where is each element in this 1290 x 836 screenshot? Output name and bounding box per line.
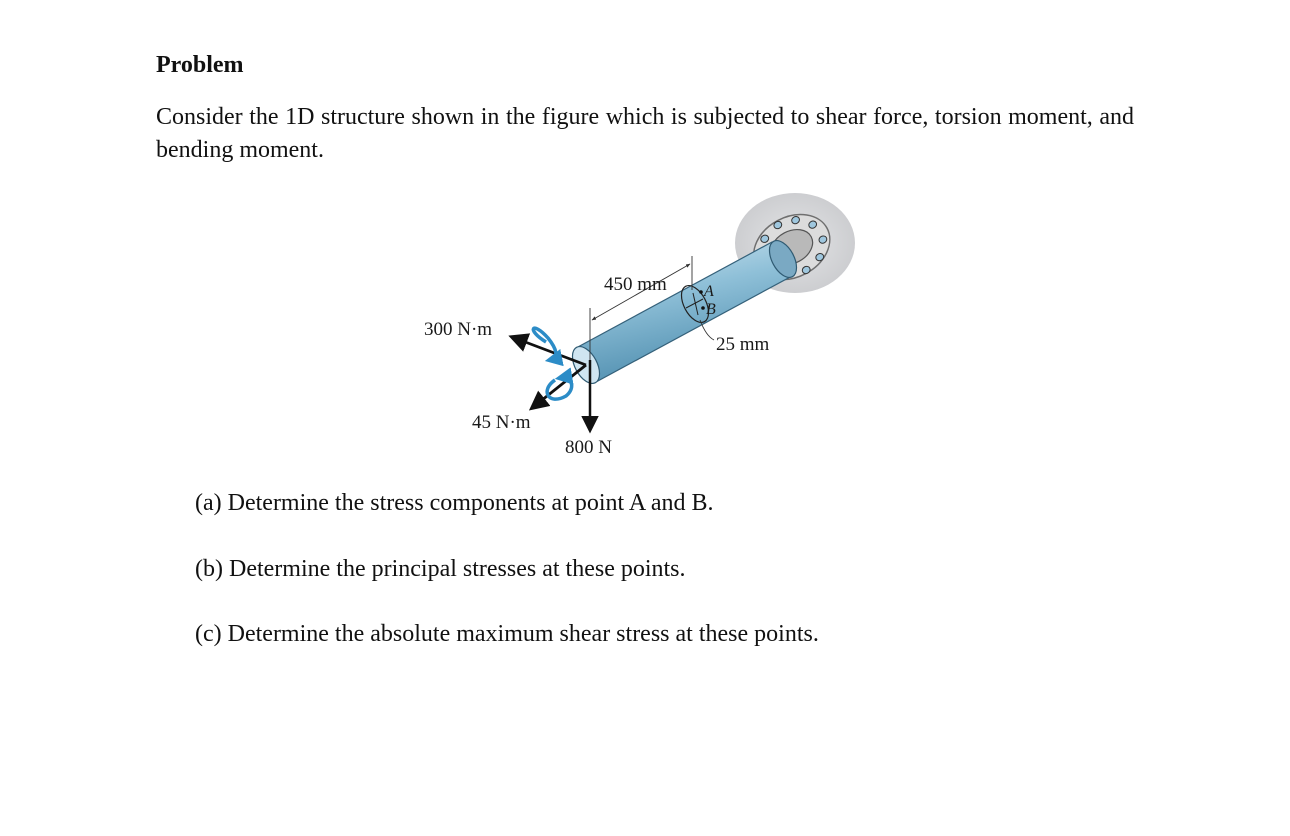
question-b: (b) Determine the principal stresses at these points. bbox=[195, 556, 686, 582]
label-length: 450 mm bbox=[604, 274, 667, 295]
moment-vector-bottom bbox=[532, 365, 586, 408]
point-a-marker bbox=[699, 290, 703, 294]
point-b-marker bbox=[701, 306, 705, 310]
question-c: (c) Determine the absolute maximum shear stress at these points. bbox=[195, 621, 819, 647]
moment-rotation-top bbox=[533, 328, 556, 360]
shaft bbox=[567, 236, 802, 388]
problem-intro: Consider the 1D structure shown in the figure which is subjected to shear force, torsion moment, and bending moment. bbox=[156, 104, 1134, 163]
label-point-b: B bbox=[706, 301, 716, 318]
label-point-a: A bbox=[704, 283, 714, 300]
moment-rotation-bottom bbox=[547, 378, 572, 399]
shaft-figure bbox=[400, 180, 880, 470]
problem-heading: Problem bbox=[156, 52, 244, 78]
label-radius: 25 mm bbox=[716, 334, 770, 355]
label-moment-top: 300 N·m bbox=[424, 319, 493, 340]
label-moment-bottom: 45 N·m bbox=[472, 412, 531, 433]
question-a: (a) Determine the stress components at point A and B. bbox=[195, 490, 714, 516]
label-force: 800 N bbox=[565, 437, 612, 458]
shaft-diagram bbox=[400, 180, 880, 470]
